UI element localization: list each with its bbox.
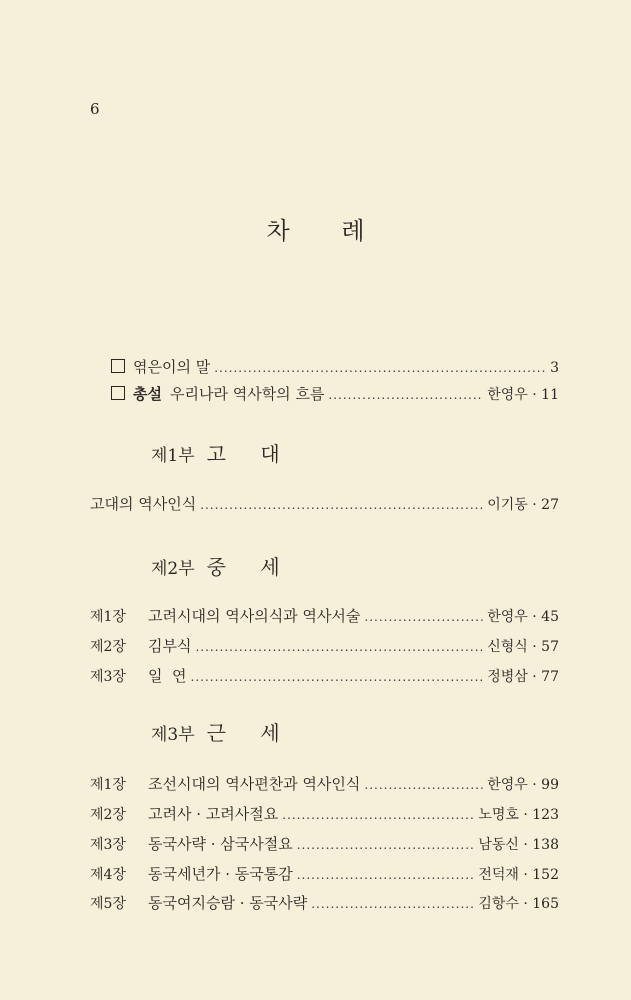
toc-entry — [90, 665, 559, 686]
entry-author: 노명호 — [478, 807, 519, 823]
leader-dots — [328, 388, 483, 402]
page-number: 6 — [90, 100, 100, 118]
part-prefix: 제3부 — [151, 725, 195, 745]
entry-separator: · — [523, 837, 528, 853]
entry-author-page — [487, 774, 559, 794]
leader-dots — [364, 610, 483, 624]
entry-author-page — [487, 494, 559, 514]
entry-author-page — [478, 834, 559, 854]
part-name: 중 세 — [206, 555, 294, 579]
entry-label: 동국세년가 · 동국통감 — [148, 865, 293, 883]
toc-entry — [90, 863, 559, 884]
leader-dots — [191, 670, 484, 684]
entry-author: 신형식 — [487, 639, 528, 655]
entry-author-page — [487, 384, 559, 404]
entry-author-page — [487, 636, 559, 656]
entry-author: 한영우 — [487, 609, 528, 625]
chapter-number: 제4장 — [90, 867, 126, 883]
toc-entry — [90, 493, 559, 514]
part-name: 근 세 — [206, 721, 294, 745]
chapter-number: 제3장 — [90, 837, 126, 853]
entry-bold-label: 총설 — [133, 385, 162, 403]
leader-dots — [214, 361, 546, 375]
leader-dots — [297, 868, 475, 882]
leader-dots — [311, 897, 474, 911]
entry-label: 조선시대의 역사편찬과 역사인식 — [148, 775, 361, 793]
entry-page: 3 — [550, 360, 559, 376]
entry-author-page — [478, 864, 559, 884]
entry-author-page — [487, 606, 559, 626]
toc-entry — [90, 892, 559, 913]
entry-label: 우리나라 역사학의 흐름 — [169, 385, 325, 403]
entry-separator: · — [532, 669, 537, 685]
chapter-number: 제2장 — [90, 807, 126, 823]
entry-separator: · — [523, 807, 528, 823]
toc-entry-overview — [111, 383, 559, 404]
entry-author-page — [487, 666, 559, 686]
entry-separator: · — [532, 777, 537, 793]
entry-label: 김부식 — [148, 637, 192, 655]
part-prefix: 제2부 — [151, 559, 195, 579]
part-heading-3 — [151, 717, 294, 746]
entry-page: 11 — [541, 387, 559, 403]
entry-label: 고대의 역사인식 — [90, 495, 197, 513]
entry-author: 전덕재 — [478, 867, 519, 883]
entry-page: 123 — [532, 807, 559, 823]
entry-page: 165 — [532, 896, 559, 912]
page-title: 차 례 — [266, 217, 387, 245]
part-name: 고 대 — [206, 442, 294, 466]
leader-dots — [364, 778, 483, 792]
entry-page: 27 — [541, 497, 559, 513]
entry-label: 고려시대의 역사의식과 역사서술 — [148, 607, 361, 625]
entry-author: 이기동 — [487, 497, 528, 513]
leader-dots — [282, 808, 474, 822]
checkbox-icon — [111, 386, 125, 400]
part-prefix: 제1부 — [151, 446, 195, 466]
chapter-number: 제3장 — [90, 669, 126, 685]
entry-author-page — [478, 804, 559, 824]
leader-dots — [200, 498, 483, 512]
entry-label: 엮은이의 말 — [133, 358, 211, 376]
entry-author: 정병삼 — [487, 669, 528, 685]
entry-author: 한영우 — [487, 387, 528, 403]
toc-entry — [90, 635, 559, 656]
entry-page: 45 — [541, 609, 559, 625]
toc-entry-preface — [111, 356, 559, 377]
entry-separator: · — [523, 867, 528, 883]
checkbox-icon — [111, 359, 125, 373]
leader-dots — [297, 838, 475, 852]
toc-entry — [90, 773, 559, 794]
toc-entry — [90, 803, 559, 824]
entry-separator: · — [532, 639, 537, 655]
toc-entry — [90, 833, 559, 854]
entry-author: 남동신 — [478, 837, 519, 853]
entry-author: 한영우 — [487, 777, 528, 793]
entry-label: 동국여지승람 · 동국사략 — [148, 894, 308, 912]
entry-page: 152 — [532, 867, 559, 883]
part-heading-1 — [151, 438, 294, 467]
entry-page: 57 — [541, 639, 559, 655]
entry-separator: · — [523, 896, 528, 912]
entry-author: 김항수 — [478, 896, 519, 912]
chapter-number: 제1장 — [90, 609, 126, 625]
entry-separator: · — [532, 387, 537, 403]
toc-entry — [90, 605, 559, 626]
entry-page: 99 — [541, 777, 559, 793]
entry-separator: · — [532, 497, 537, 513]
entry-separator: · — [532, 609, 537, 625]
entry-author-page — [478, 893, 559, 913]
leader-dots — [195, 640, 483, 654]
chapter-number: 제2장 — [90, 639, 126, 655]
entry-page: 77 — [541, 669, 559, 685]
entry-page: 138 — [532, 837, 559, 853]
chapter-number: 제5장 — [90, 896, 126, 912]
entry-label: 동국사략 · 삼국사절요 — [148, 835, 293, 853]
entry-label: 일 연 — [148, 667, 187, 685]
chapter-number: 제1장 — [90, 777, 126, 793]
entry-label: 고려사 · 고려사절요 — [148, 805, 279, 823]
part-heading-2 — [151, 551, 294, 580]
